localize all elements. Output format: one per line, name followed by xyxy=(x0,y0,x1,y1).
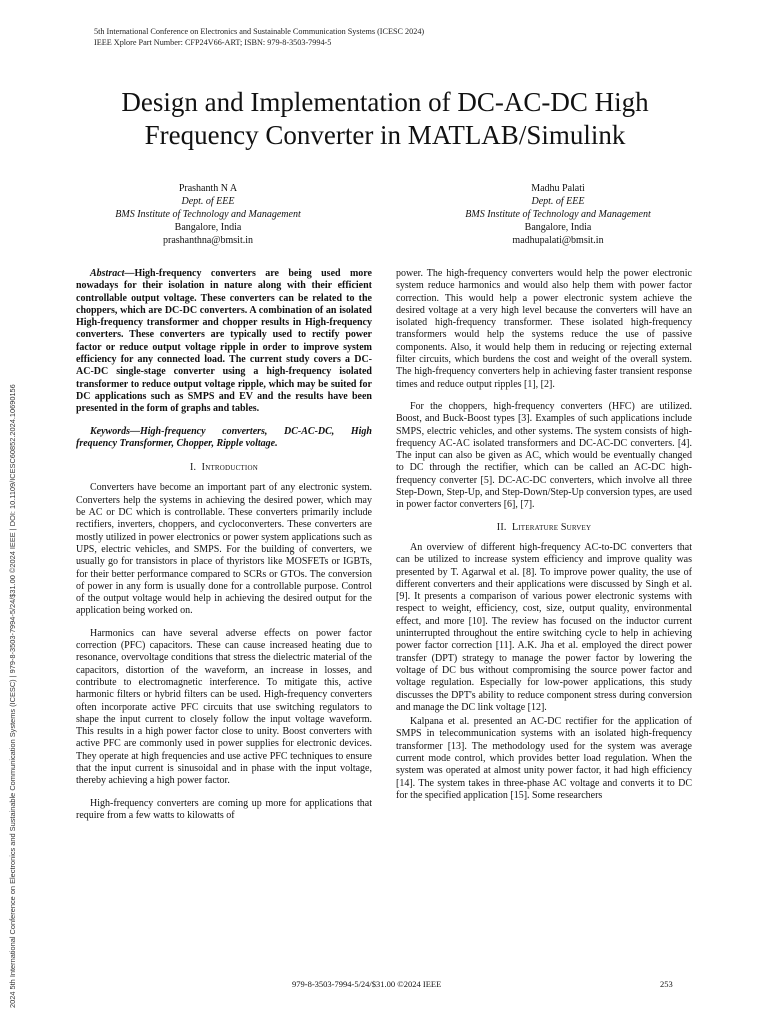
author-name: Madhu Palati xyxy=(531,183,585,194)
section-title: Introduction xyxy=(201,462,258,474)
keywords: Keywords—High-frequency converters, DC-AC-DC, High frequency Transformer, Chopper, Ripple voltage. xyxy=(76,425,372,449)
author-name: Prashanth N A xyxy=(178,183,238,194)
author-email[interactable]: madhupalati@bmsit.in xyxy=(512,235,604,246)
author-institute: BMS Institute of Technology and Management xyxy=(465,209,651,220)
paper-title xyxy=(40,86,730,152)
author-block-2 xyxy=(428,182,688,247)
section-heading-literature-survey xyxy=(396,522,692,534)
intro-paragraph-3: High-frequency converters are coming up more for applications that require from a few watts to kilowatts of xyxy=(76,797,372,821)
abstract-text: High-frequency converters are being used more nowadays for their isolation in nature along with their efficient controllable output voltage. These converters can be related to the choppers, which are DC-DC converters. A combination of an isolated High-frequency transformer and chopper results in High-frequency converters. These converters are typically used to rectify power factor or reduce output voltage ripple in order to improve system efficiency for any connected load. The current study covers a DC-AC-DC single-stage converter using a high-frequency isolated transformer to reduce output voltage ripple, which may be suited for DC applications such as SMPS and EV and the results have been presented in the form of graphs and tables. xyxy=(76,268,372,415)
section-title: Literature Survey xyxy=(511,521,592,533)
author-institute: BMS Institute of Technology and Management xyxy=(115,209,301,220)
intro-paragraph-2: Harmonics can have several adverse effects on power factor correction (PFC) capacitors. These can cause increased heating due to resonance, overvoltage conditions that stress the dielectric material of the capacitors, distortion of the waveform, an increase in losses, and contribute to electromagnetic interference. To mitigate this, active harmonic filters or hybrid filters can be used. High-frequency converters often incorporate active PFC circuits that use switching regulators to shape the input current to closely follow the input voltage waveform. This results in a high power factor close to unity. Boost converters with active PFC are commonly used in power supplies for electronic devices. They operate at high frequencies and use active PFC techniques to ensure that the input current is sinusoidal and in phase with the input voltage, thereby achieving a high power factor. xyxy=(76,627,372,787)
author-dept: Dept. of EEE xyxy=(531,196,585,207)
abstract xyxy=(76,268,372,416)
ieee-part-number: IEEE Xplore Part Number: CFP24V66-ART; ISBN: 979-8-3503-7994-5 xyxy=(94,38,332,47)
page-number: 253 xyxy=(660,979,673,989)
running-header xyxy=(94,26,424,48)
right-column xyxy=(396,268,692,802)
author-location: Bangalore, India xyxy=(524,222,592,233)
section-heading-introduction xyxy=(76,462,372,474)
title-line-1: Design and Implementation of DC-AC-DC High xyxy=(121,87,649,117)
intro-paragraph-3-continued: power. The high-frequency converters would help the power electronic system reduce harmonics and would also help them with power factor correction. This would help a power electronic system achieve the desired voltage at a very high level because the converters will have an isolated high-frequency transformer. These isolated high-frequency transformers would help the systems reduce the use of passive components. Also, it would help them in reducing or rejecting external filter circuits, which burdens the cost and weight of the overall system. The high-frequency converters help in achieving faster transient response times and reduce output ripples [1], [2]. xyxy=(396,268,692,390)
section-number: I. xyxy=(190,462,197,474)
doi-sidebar: 2024 5th International Conference on Electronics and Sustainable Communication Systems (ICESC) | 979-8-3503-7994-5/24/$31.00 ©2024 IEEE | DOI: 10.1109/ICESC60852.2024.10690156 xyxy=(8,384,17,1008)
section-number: II. xyxy=(496,521,507,533)
literature-paragraph-2: Kalpana et al. presented an AC-DC rectifier for the application of SMPS in telecommunication systems with an isolated high-frequency transformer [13]. The methodology used for the system was average current mode control, which provides better load regulation. When the system was operated at almost unity power factor, it had high efficiency [14]. The system takes in three-phase AC voltage and converts it to DC for the specified application [15]. Some researchers xyxy=(396,716,692,801)
left-column xyxy=(76,268,372,822)
abstract-lead: Abstract— xyxy=(90,268,135,279)
intro-paragraph-4: For the choppers, high-frequency converters (HFC) are utilized. Boost, and Buck-Boost types [3]. Examples of such applications include SMPS, electric vehicles, and other systems. The system consists of high-frequency AC-AC isolated transformers and DC-AC-DC converters. [4]. The input can also be given as AC, which would be eventually changed to DC through the rectifier, which can be called an AC-DC high-frequency converter [5]. DC-AC-DC converters, which involve all three Step-Down, Step-Up, and Step-Down/Step-Up conversion types, are used in power factor converters [6], [7]. xyxy=(396,400,692,511)
literature-paragraph-1: An overview of different high-frequency AC-to-DC converters that can be utilized to increase system efficiency and improve quality was presented by T. Agarwal et al. [8]. To improve power quality, the use of different converters and their applications were discussed by Singh et al. [9]. It presents a comparison of various power electronic systems with respect to weight, efficiency, cost, size, output quality, environmental effect, and more [10]. The review has focused on the inductor current uninterrupted throughout the entire switching cycle to help in achieving power factor correction [11]. A.K. Jha et al. employed the direct power transfer (DPT) strategy to manage the power factor by lowering the voltage of DC bus without compromising the source power factor and voltage regulation. Especially for low-power applications, this study discusses the DPT's ability to reduce component stress during conversion and manage the DC link voltage [12]. xyxy=(396,541,692,713)
author-email[interactable]: prashanthna@bmsit.in xyxy=(162,235,254,246)
footer-copyright: 979-8-3503-7994-5/24/$31.00 ©2024 IEEE xyxy=(292,979,442,989)
author-location: Bangalore, India xyxy=(174,222,242,233)
author-dept: Dept. of EEE xyxy=(181,196,235,207)
title-line-2: Frequency Converter in MATLAB/Simulink xyxy=(144,120,626,150)
author-block-1 xyxy=(78,182,338,247)
intro-paragraph-1: Converters have become an important part of any electronic system. Converters help the systems in achieving the desired power, which may be AC or DC which is controllable. These converters primarily include rectifiers, inverters, choppers, and cycloconverters. These converters are mostly utilized in power electronics or power system applications such as UPS, electric vehicles, and SMPS. For the building of converters, we usually go for transistors in place of thyristors like MOSFETs or IGBTs, for their better performance compared to SCRs or GTOs. The conversion of power in any form is usually done for a controllable purpose. Control of the output voltage would help in achieving the desired output for the application being worked on. xyxy=(76,482,372,617)
conference-name: 5th International Conference on Electronics and Sustainable Communication Systems (ICESC 2024) xyxy=(94,27,425,36)
